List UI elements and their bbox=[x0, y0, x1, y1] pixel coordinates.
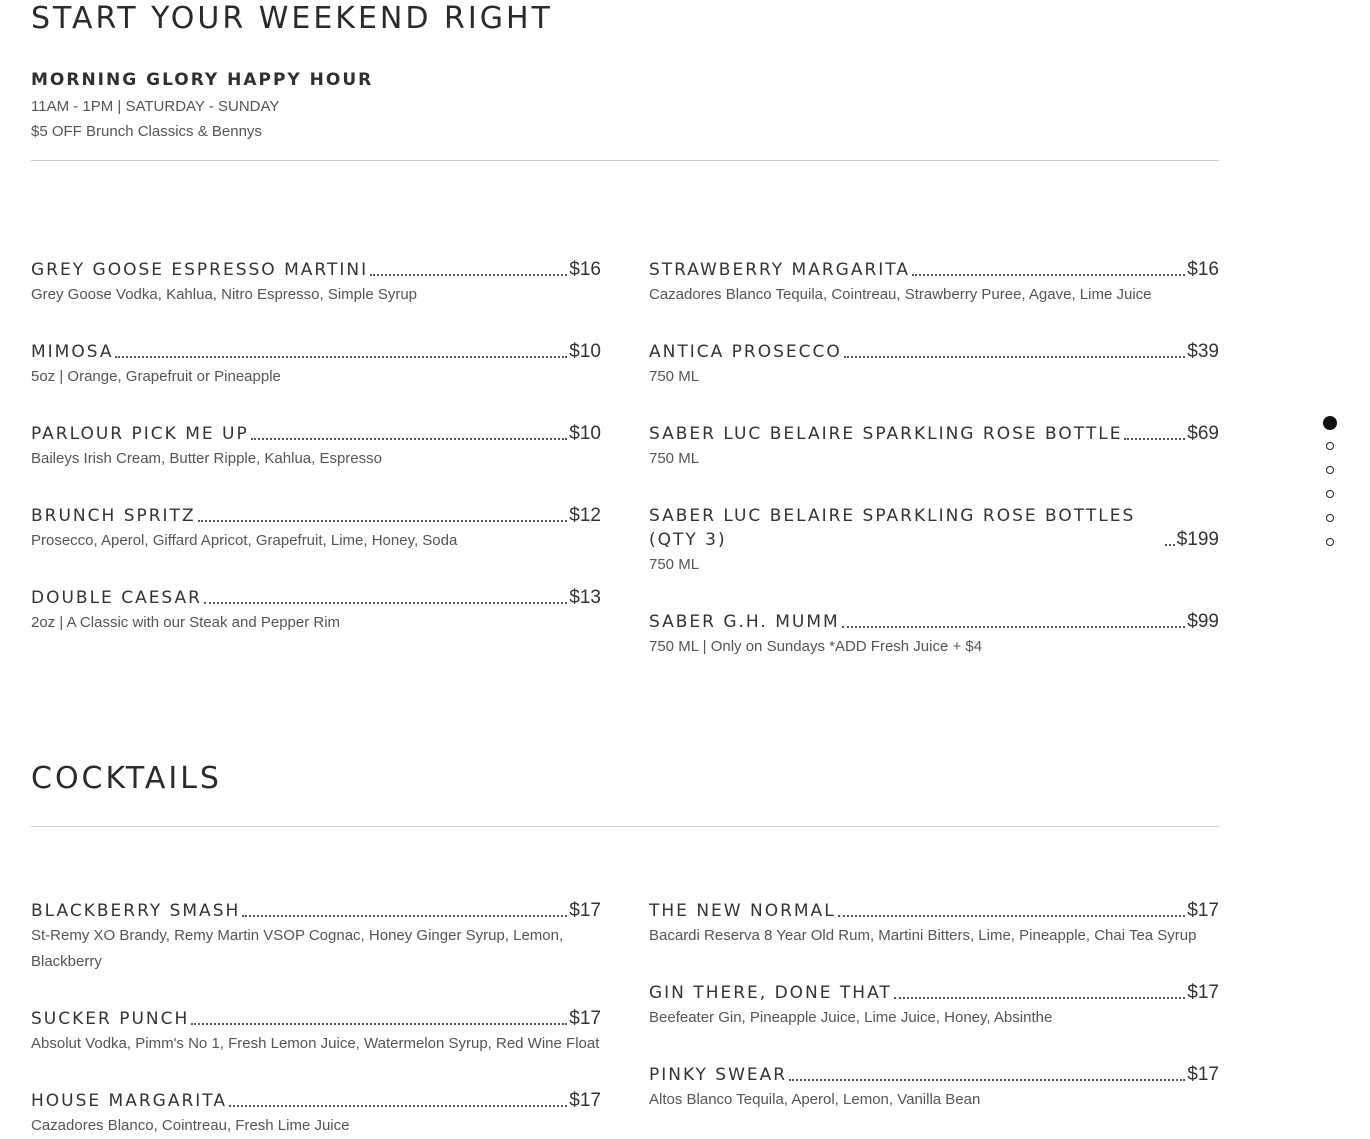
dot-leader bbox=[229, 1105, 567, 1107]
menu-item bbox=[31, 1007, 601, 1057]
dot-leader bbox=[242, 915, 567, 917]
dot-leader bbox=[842, 626, 1186, 628]
menu-item-price: $17 bbox=[1187, 900, 1219, 921]
cocktails-section-title: COCKTAILS bbox=[31, 761, 222, 796]
menu-item-price: $199 bbox=[1176, 529, 1219, 550]
brunch-left-column bbox=[31, 258, 601, 636]
menu-item bbox=[649, 258, 1219, 308]
menu-item-description: 5oz | Orange, Grapefruit or Pineapple bbox=[31, 368, 281, 385]
menu-item-name: SABER G.H. MUMM bbox=[649, 612, 840, 632]
menu-item-name: SUCKER PUNCH bbox=[31, 1009, 190, 1029]
menu-item-price: $69 bbox=[1187, 423, 1219, 444]
dot-leader bbox=[912, 274, 1185, 276]
menu-item-description: 750 ML | Only on Sundays *ADD Fresh Juice + $4 bbox=[649, 638, 983, 655]
menu-item-price: $16 bbox=[569, 259, 601, 280]
menu-page bbox=[31, 0, 1219, 1139]
menu-item bbox=[31, 258, 601, 308]
menu-item-name: GIN THERE, DONE THAT bbox=[649, 983, 892, 1003]
menu-item-name: HOUSE MARGARITA bbox=[31, 1091, 227, 1111]
section-nav-dot[interactable] bbox=[1326, 514, 1334, 522]
menu-item-price: $16 bbox=[1187, 259, 1219, 280]
menu-item-price: $10 bbox=[569, 341, 601, 362]
dot-leader bbox=[204, 602, 567, 604]
menu-item-description: St-Remy XO Brandy, Remy Martin VSOP Cognac, Honey Ginger Syrup, Lemon, Blackberry bbox=[31, 927, 564, 970]
section-nav-dot[interactable] bbox=[1326, 538, 1334, 546]
menu-item-price: $17 bbox=[1187, 982, 1219, 1003]
dot-leader bbox=[1124, 438, 1185, 440]
menu-item-price: $10 bbox=[569, 423, 601, 444]
menu-item bbox=[649, 610, 1219, 660]
brunch-right-column bbox=[649, 258, 1219, 660]
happy-hour-title: MORNING GLORY HAPPY HOUR bbox=[31, 70, 374, 90]
menu-item bbox=[31, 1089, 601, 1139]
menu-item-name: THE NEW NORMAL bbox=[649, 901, 836, 921]
section-nav-dots bbox=[1323, 416, 1337, 562]
menu-item-price: $12 bbox=[569, 505, 601, 526]
section-divider bbox=[31, 826, 1219, 827]
section-nav-dot[interactable] bbox=[1323, 416, 1337, 430]
dot-leader bbox=[370, 274, 567, 276]
menu-item bbox=[649, 504, 1219, 578]
dot-leader bbox=[789, 1079, 1185, 1081]
menu-item-description: Altos Blanco Tequila, Aperol, Lemon, Vanilla Bean bbox=[649, 1091, 981, 1108]
menu-item-name: STRAWBERRY MARGARITA bbox=[649, 260, 910, 280]
menu-item bbox=[31, 899, 601, 975]
menu-item bbox=[649, 1063, 1219, 1113]
menu-item-description: 2oz | A Classic with our Steak and Pepper Rim bbox=[31, 614, 341, 631]
cocktails-right-column bbox=[649, 899, 1219, 1113]
menu-item-name: PINKY SWEAR bbox=[649, 1065, 788, 1085]
happy-hour-block bbox=[31, 69, 1219, 144]
menu-item bbox=[649, 340, 1219, 390]
happy-hour-offer: $5 OFF Brunch Classics & Bennys bbox=[31, 123, 262, 140]
section-nav-dot[interactable] bbox=[1326, 490, 1334, 498]
menu-item-name: SABER LUC BELAIRE SPARKLING ROSE BOTTLE bbox=[649, 424, 1123, 444]
menu-item-name: GREY GOOSE ESPRESSO MARTINI bbox=[31, 260, 369, 280]
menu-item-price: $17 bbox=[569, 1008, 601, 1029]
menu-item-price: $17 bbox=[569, 1090, 601, 1111]
menu-item-description: Absolut Vodka, Pimm's No 1, Fresh Lemon Juice, Watermelon Syrup, Red Wine Float bbox=[31, 1035, 600, 1052]
menu-item-description: 750 ML bbox=[649, 368, 700, 385]
cocktails-left-column bbox=[31, 899, 601, 1139]
section-divider bbox=[31, 160, 1219, 161]
menu-item-description: Cazadores Blanco, Cointreau, Fresh Lime Juice bbox=[31, 1117, 350, 1134]
menu-item-description: Beefeater Gin, Pineapple Juice, Lime Juice, Honey, Absinthe bbox=[649, 1009, 1053, 1026]
menu-item-name: ANTICA PROSECCO bbox=[649, 342, 842, 362]
menu-item-description: Prosecco, Aperol, Giffard Apricot, Grapefruit, Lime, Honey, Soda bbox=[31, 532, 458, 549]
menu-item-name: PARLOUR PICK ME UP bbox=[31, 424, 249, 444]
menu-item bbox=[649, 899, 1219, 949]
menu-item-price: $17 bbox=[569, 900, 601, 921]
dot-leader bbox=[198, 520, 568, 522]
dot-leader bbox=[191, 1023, 567, 1025]
menu-item-description: Baileys Irish Cream, Butter Ripple, Kahlua, Espresso bbox=[31, 450, 382, 467]
menu-item-description: Cazadores Blanco Tequila, Cointreau, Strawberry Puree, Agave, Lime Juice bbox=[649, 286, 1152, 303]
dot-leader bbox=[844, 356, 1186, 358]
menu-item-description: Bacardi Reserva 8 Year Old Rum, Martini Bitters, Lime, Pineapple, Chai Tea Syrup bbox=[649, 927, 1197, 944]
dot-leader bbox=[1165, 544, 1175, 546]
menu-item-price: $17 bbox=[1187, 1064, 1219, 1085]
menu-item-description: Grey Goose Vodka, Kahlua, Nitro Espresso, Simple Syrup bbox=[31, 286, 418, 303]
dot-leader bbox=[251, 438, 568, 440]
menu-item bbox=[649, 422, 1219, 472]
menu-item-name: BRUNCH SPRITZ bbox=[31, 506, 196, 526]
dot-leader bbox=[115, 356, 567, 358]
menu-item-price: $99 bbox=[1187, 611, 1219, 632]
menu-item bbox=[31, 504, 601, 554]
happy-hour-hours: 11AM - 1PM | SATURDAY - SUNDAY bbox=[31, 98, 280, 115]
menu-item-name: MIMOSA bbox=[31, 342, 114, 362]
menu-item-name: BLACKBERRY SMASH bbox=[31, 901, 241, 921]
dot-leader bbox=[894, 997, 1186, 999]
menu-item-price: $39 bbox=[1187, 341, 1219, 362]
menu-item-name: SABER LUC BELAIRE SPARKLING ROSE BOTTLES (QTY 3) bbox=[649, 506, 1136, 550]
menu-item bbox=[31, 422, 601, 472]
menu-item-price: $13 bbox=[569, 587, 601, 608]
dot-leader bbox=[838, 915, 1186, 917]
page-title: START YOUR WEEKEND RIGHT bbox=[31, 1, 553, 36]
menu-item bbox=[649, 981, 1219, 1031]
menu-item bbox=[31, 340, 601, 390]
section-nav-dot[interactable] bbox=[1326, 442, 1334, 450]
menu-item-name: DOUBLE CAESAR bbox=[31, 588, 202, 608]
section-nav-dot[interactable] bbox=[1326, 466, 1334, 474]
menu-item-description: 750 ML bbox=[649, 556, 700, 573]
menu-item bbox=[31, 586, 601, 636]
menu-item-description: 750 ML bbox=[649, 450, 700, 467]
cocktails-menu bbox=[31, 899, 1219, 1139]
brunch-menu bbox=[31, 258, 1219, 660]
